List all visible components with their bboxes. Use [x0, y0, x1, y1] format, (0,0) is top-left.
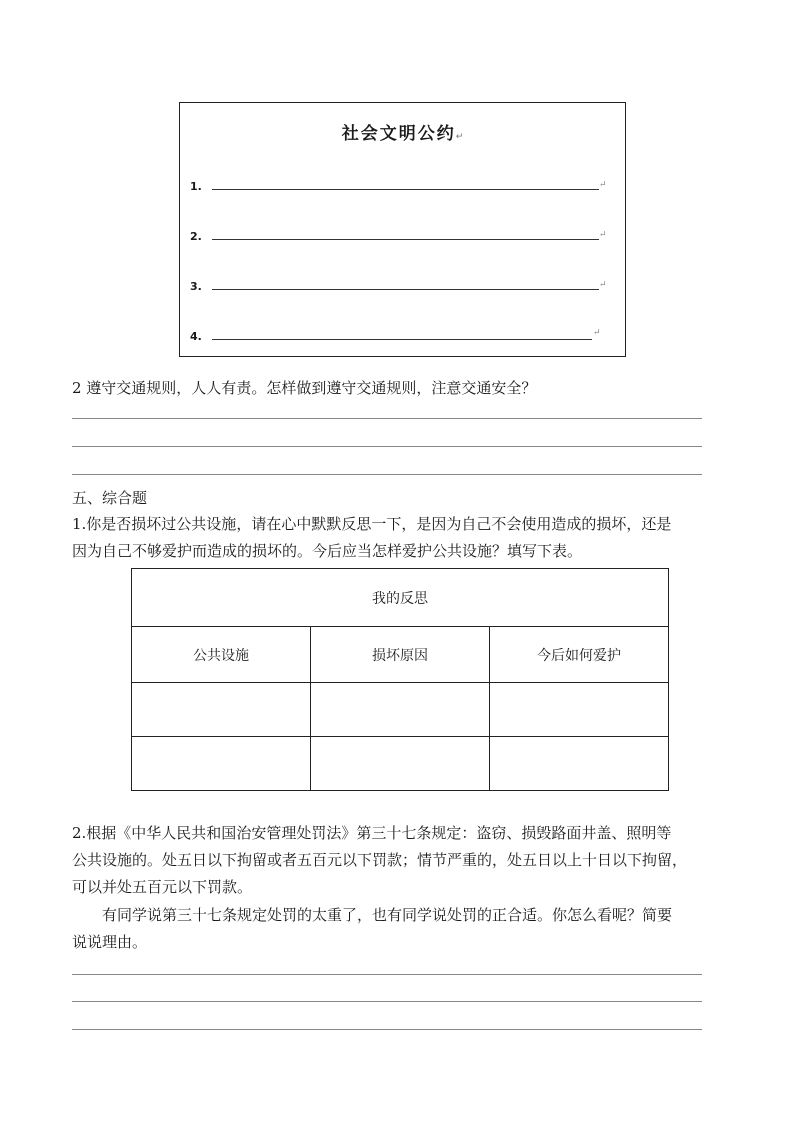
reflection-table	[131, 568, 669, 791]
table-cell[interactable]	[490, 737, 669, 791]
return-mark: ↵	[593, 328, 601, 338]
table-title: 我的反思	[132, 569, 669, 627]
convention-item-number: 3.	[190, 280, 202, 293]
table-cell[interactable]	[490, 683, 669, 737]
table-cell[interactable]	[311, 737, 490, 791]
table-cell[interactable]	[311, 683, 490, 737]
convention-item-3-line[interactable]	[212, 289, 599, 290]
column-header: 损坏原因	[311, 627, 490, 683]
question-text: 因为自己不够爱护而造成的损坏的。今后应当怎样爱护公共设施？填写下表。	[72, 542, 583, 560]
answer-line[interactable]	[72, 1001, 702, 1002]
question-text: 公共设施的。处五日以下拘留或者五百元以下罚款；情节严重的，处五日以上十日以下拘留，	[72, 851, 688, 869]
convention-title: 社会文明公约↵	[341, 124, 464, 144]
answer-line[interactable]	[72, 446, 702, 447]
section-heading: 五、综合题	[72, 489, 148, 507]
convention-item-1-line[interactable]	[212, 189, 599, 190]
table-cell[interactable]	[132, 737, 311, 791]
question-text: 2.根据《中华人民共和国治安管理处罚法》第三十七条规定：盗窃、损毁路面井盖、照明等	[72, 824, 672, 842]
convention-item-4-line[interactable]	[212, 339, 592, 340]
convention-box	[179, 102, 626, 357]
table-row	[132, 683, 669, 737]
question-text: 说说理由。	[72, 933, 148, 951]
answer-line[interactable]	[72, 974, 702, 975]
question-2-text: 2 遵守交通规则，人人有责。怎样做到遵守交通规则，注意交通安全？	[72, 379, 537, 397]
return-mark: ↵	[599, 180, 607, 190]
question-text: 有同学说第三十七条规定处罚的太重了，也有同学说处罚的正合适。你怎么看呢？简要	[102, 906, 673, 924]
convention-item-number: 1.	[190, 180, 202, 193]
answer-line[interactable]	[72, 1029, 702, 1030]
convention-item-2-line[interactable]	[212, 239, 599, 240]
question-text: 可以并处五百元以下罚款。	[72, 878, 253, 896]
convention-item-number: 4.	[190, 330, 202, 343]
table-cell[interactable]	[132, 683, 311, 737]
table-row	[132, 737, 669, 791]
answer-line[interactable]	[72, 474, 702, 475]
column-header: 公共设施	[132, 627, 311, 683]
question-text: 1.你是否损坏过公共设施，请在心中默默反思一下，是因为自己不会使用造成的损坏，还是	[72, 515, 672, 533]
column-header: 今后如何爱护	[490, 627, 669, 683]
answer-line[interactable]	[72, 418, 702, 419]
return-mark: ↵	[599, 280, 607, 290]
return-mark: ↵	[599, 230, 607, 240]
convention-item-number: 2.	[190, 230, 202, 243]
